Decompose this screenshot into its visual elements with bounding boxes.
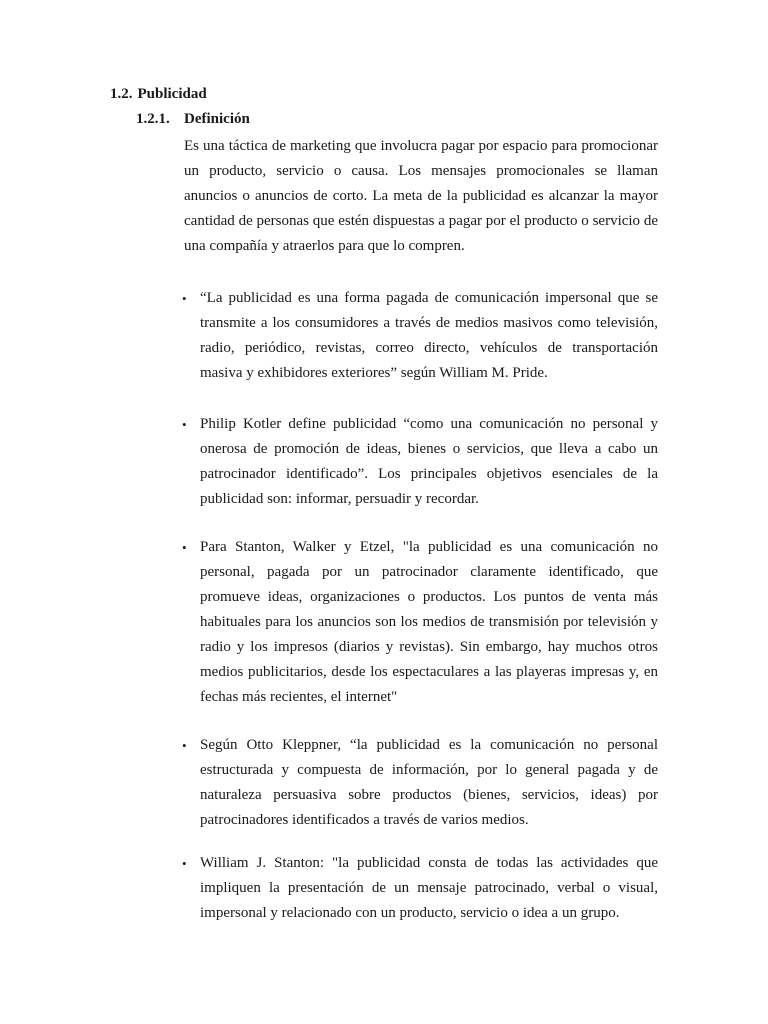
- subsection-title: Definición: [184, 111, 250, 127]
- section-number: 1.2.: [110, 86, 133, 102]
- bullet-icon: •: [182, 738, 187, 753]
- list-item: [184, 851, 658, 926]
- bullet-icon: •: [182, 540, 187, 555]
- list-item-text: William J. Stanton: "la publicidad consta de todas las actividades que impliquen la presentación de un mensaje patrocinado, verbal o visual, impersonal y relacionado con un producto, servicio o idea a un grupo.: [200, 855, 658, 921]
- bullet-icon: •: [182, 856, 187, 871]
- subsection-heading: [136, 109, 250, 129]
- list-item-text: Philip Kotler define publicidad “como una comunicación no personal y onerosa de promoción de ideas, bienes o servicios, que lleva a cabo un patrocinador identificado”. Los principales objetivos esenciales de la publicidad son: informar, persuadir y recordar.: [200, 416, 658, 507]
- bullet-icon: •: [182, 291, 187, 306]
- list-item: [184, 733, 658, 833]
- subsection-number: 1.2.1.: [136, 111, 170, 127]
- list-item: [184, 412, 658, 512]
- section-heading: [110, 84, 207, 104]
- section-title: Publicidad: [137, 86, 207, 102]
- list-item: [184, 535, 658, 710]
- list-item-text: “La publicidad es una forma pagada de comunicación impersonal que se transmite a los consumidores a través de medios masivos como televisión, radio, periódico, revistas, correo directo, vehículos de transportación masiva y exhibidores exteriores” según William M. Pride.: [200, 290, 658, 381]
- intro-paragraph: Es una táctica de marketing que involucra pagar por espacio para promocionar un producto, servicio o causa. Los mensajes promocionales se llaman anuncios o anuncios de corto. La meta de la publicidad es alcanzar la mayor cantidad de personas que estén dispuestas a pagar por el producto o servicio de una compañía y atraerlos para que lo compren.: [184, 138, 658, 254]
- list-item-text: Para Stanton, Walker y Etzel, "la publicidad es una comunicación no personal, pagada por un patrocinador claramente identificado, que promueve ideas, organizaciones o productos. Los puntos de venta más habituales para los anuncios son los medios de transmisión por televisión y radio y los impresos (diarios y revistas). Sin embargo, hay muchos otros medios publicitarios, desde los espectaculares a las playeras impresas y, en fechas más recientes, el internet": [200, 539, 658, 705]
- list-item-text: Según Otto Kleppner, “la publicidad es la comunicación no personal estructurada y compuesta de información, por lo general pagada y de naturaleza persuasiva sobre productos (bienes, servicios, ideas) por patrocinadores identificados a través de varios medios.: [200, 737, 658, 828]
- list-item: [184, 286, 658, 386]
- bullet-icon: •: [182, 417, 187, 432]
